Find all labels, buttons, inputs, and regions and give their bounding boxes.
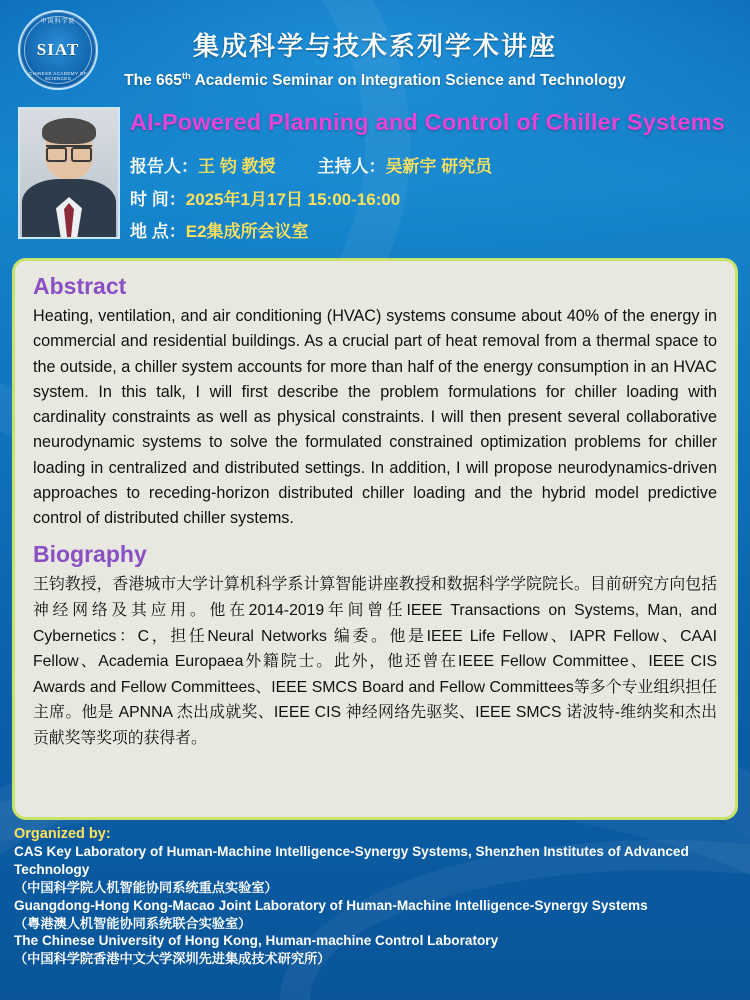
abstract-heading: Abstract (33, 273, 127, 299)
seminar-number-prefix: The 665 (124, 72, 182, 90)
photo-hair (42, 118, 96, 144)
logo-abbr: SIAT (36, 40, 80, 59)
seminar-title-suffix: Academic Seminar on Integration Science and Technology (190, 72, 626, 90)
series-title-english (0, 63, 750, 90)
abstract-body: Heating, ventilation, and air conditioning (HVAC) systems consume about 40% of the energy in commercial and residential buildings. As a crucial part of heat removal from a thermal space to the outside, a chiller system accounts for more than half of the energy consumption in an HVAC system. In this talk, I will first describe the problem formulations for chiller loading with cardinality constraints as well as physical constraints. I will then present several collaborative neurodynamic systems to solve the formulated constrained optimization problems for chiller loading in centralized and distributed settings. In addition, I will propose neurodynamics-driven approaches to receding-horizon distributed chiller loading and the hybrid model predictive control of distributed chiller systems. (33, 307, 717, 528)
photo-glasses (46, 145, 92, 159)
time-value: 2025年1月17日 15:00-16:00 (185, 189, 401, 209)
biography-heading: Biography (33, 541, 147, 568)
time-row (130, 184, 740, 217)
place-row (130, 216, 740, 249)
logo-english-text: CHINESE ACADEMY OF SCIENCES (29, 70, 87, 82)
content-card (12, 258, 738, 820)
organizer-line: （中国科学院人机智能协同系统重点实验室） (14, 880, 278, 896)
speaker-name: 王 钧 教授 (198, 157, 276, 176)
host-name: 吴新宇 研究员 (385, 157, 493, 176)
biography-body: 王钧教授，香港城市大学计算机科学系计算智能讲座教授和数据科学学院院长。目前研究方向包括神经网络及其应用。他在2014-2019年间曾任IEEE Transactions on Systems, Man, and Cybernetics：C，担任Neural Networks 编委。他是IEEE Life Fellow、IAPR Fellow、CAAI Fellow、Academia Europaea外籍院士。此外，他还曾在IEEE Fellow Committee、IEEE CIS Awards and Fellow Committees、IEEE SMCS Board and Fellow Committees等多个专业组织担任主席。他是 APNNA 杰出成就奖、IEEE CIS 神经网络先驱奖、IEEE SMCS 诺波特-维纳奖和杰出贡献奖等奖项的获得者。 (33, 576, 717, 747)
poster-footer (14, 826, 740, 968)
poster-header (0, 0, 750, 101)
series-title-chinese: 集成科学与技术系列学术讲座 (192, 31, 557, 61)
host-label: 主持人： (317, 157, 386, 176)
organized-by-label: Organized by: (14, 826, 111, 842)
talk-info-list (130, 151, 740, 249)
organizer-line: （粤港澳人机智能协同系统联合实验室） (14, 915, 252, 931)
organizer-line: CAS Key Laboratory of Human-Machine Intelligence-Synergy Systems, Shenzhen Institutes of Advanced Technology (14, 844, 689, 878)
speaker-section (0, 107, 750, 262)
time-label: 时 间： (130, 189, 186, 209)
logo-chinese-text: 中国科学院 (40, 19, 76, 25)
place-value: E2集成所会议室 (185, 222, 309, 242)
speaker-label: 报告人： (130, 157, 198, 176)
organizer-line: The Chinese University of Hong Kong, Human-machine Control Laboratory (14, 933, 499, 949)
speaker-photo (18, 107, 120, 239)
organizer-line: （中国科学院香港中文大学深圳先进集成技术研究所） (14, 951, 331, 967)
place-label: 地 点： (130, 222, 186, 242)
organizer-line: Guangdong-Hong Kong-Macao Joint Laboratory of Human-Machine Intelligence-Synergy Systems (14, 897, 648, 913)
siat-logo (18, 10, 98, 90)
talk-title: AI-Powered Planning and Control of Chiller Systems (130, 109, 725, 135)
seminar-number-ordinal: th (181, 71, 191, 82)
speaker-row (130, 151, 740, 184)
